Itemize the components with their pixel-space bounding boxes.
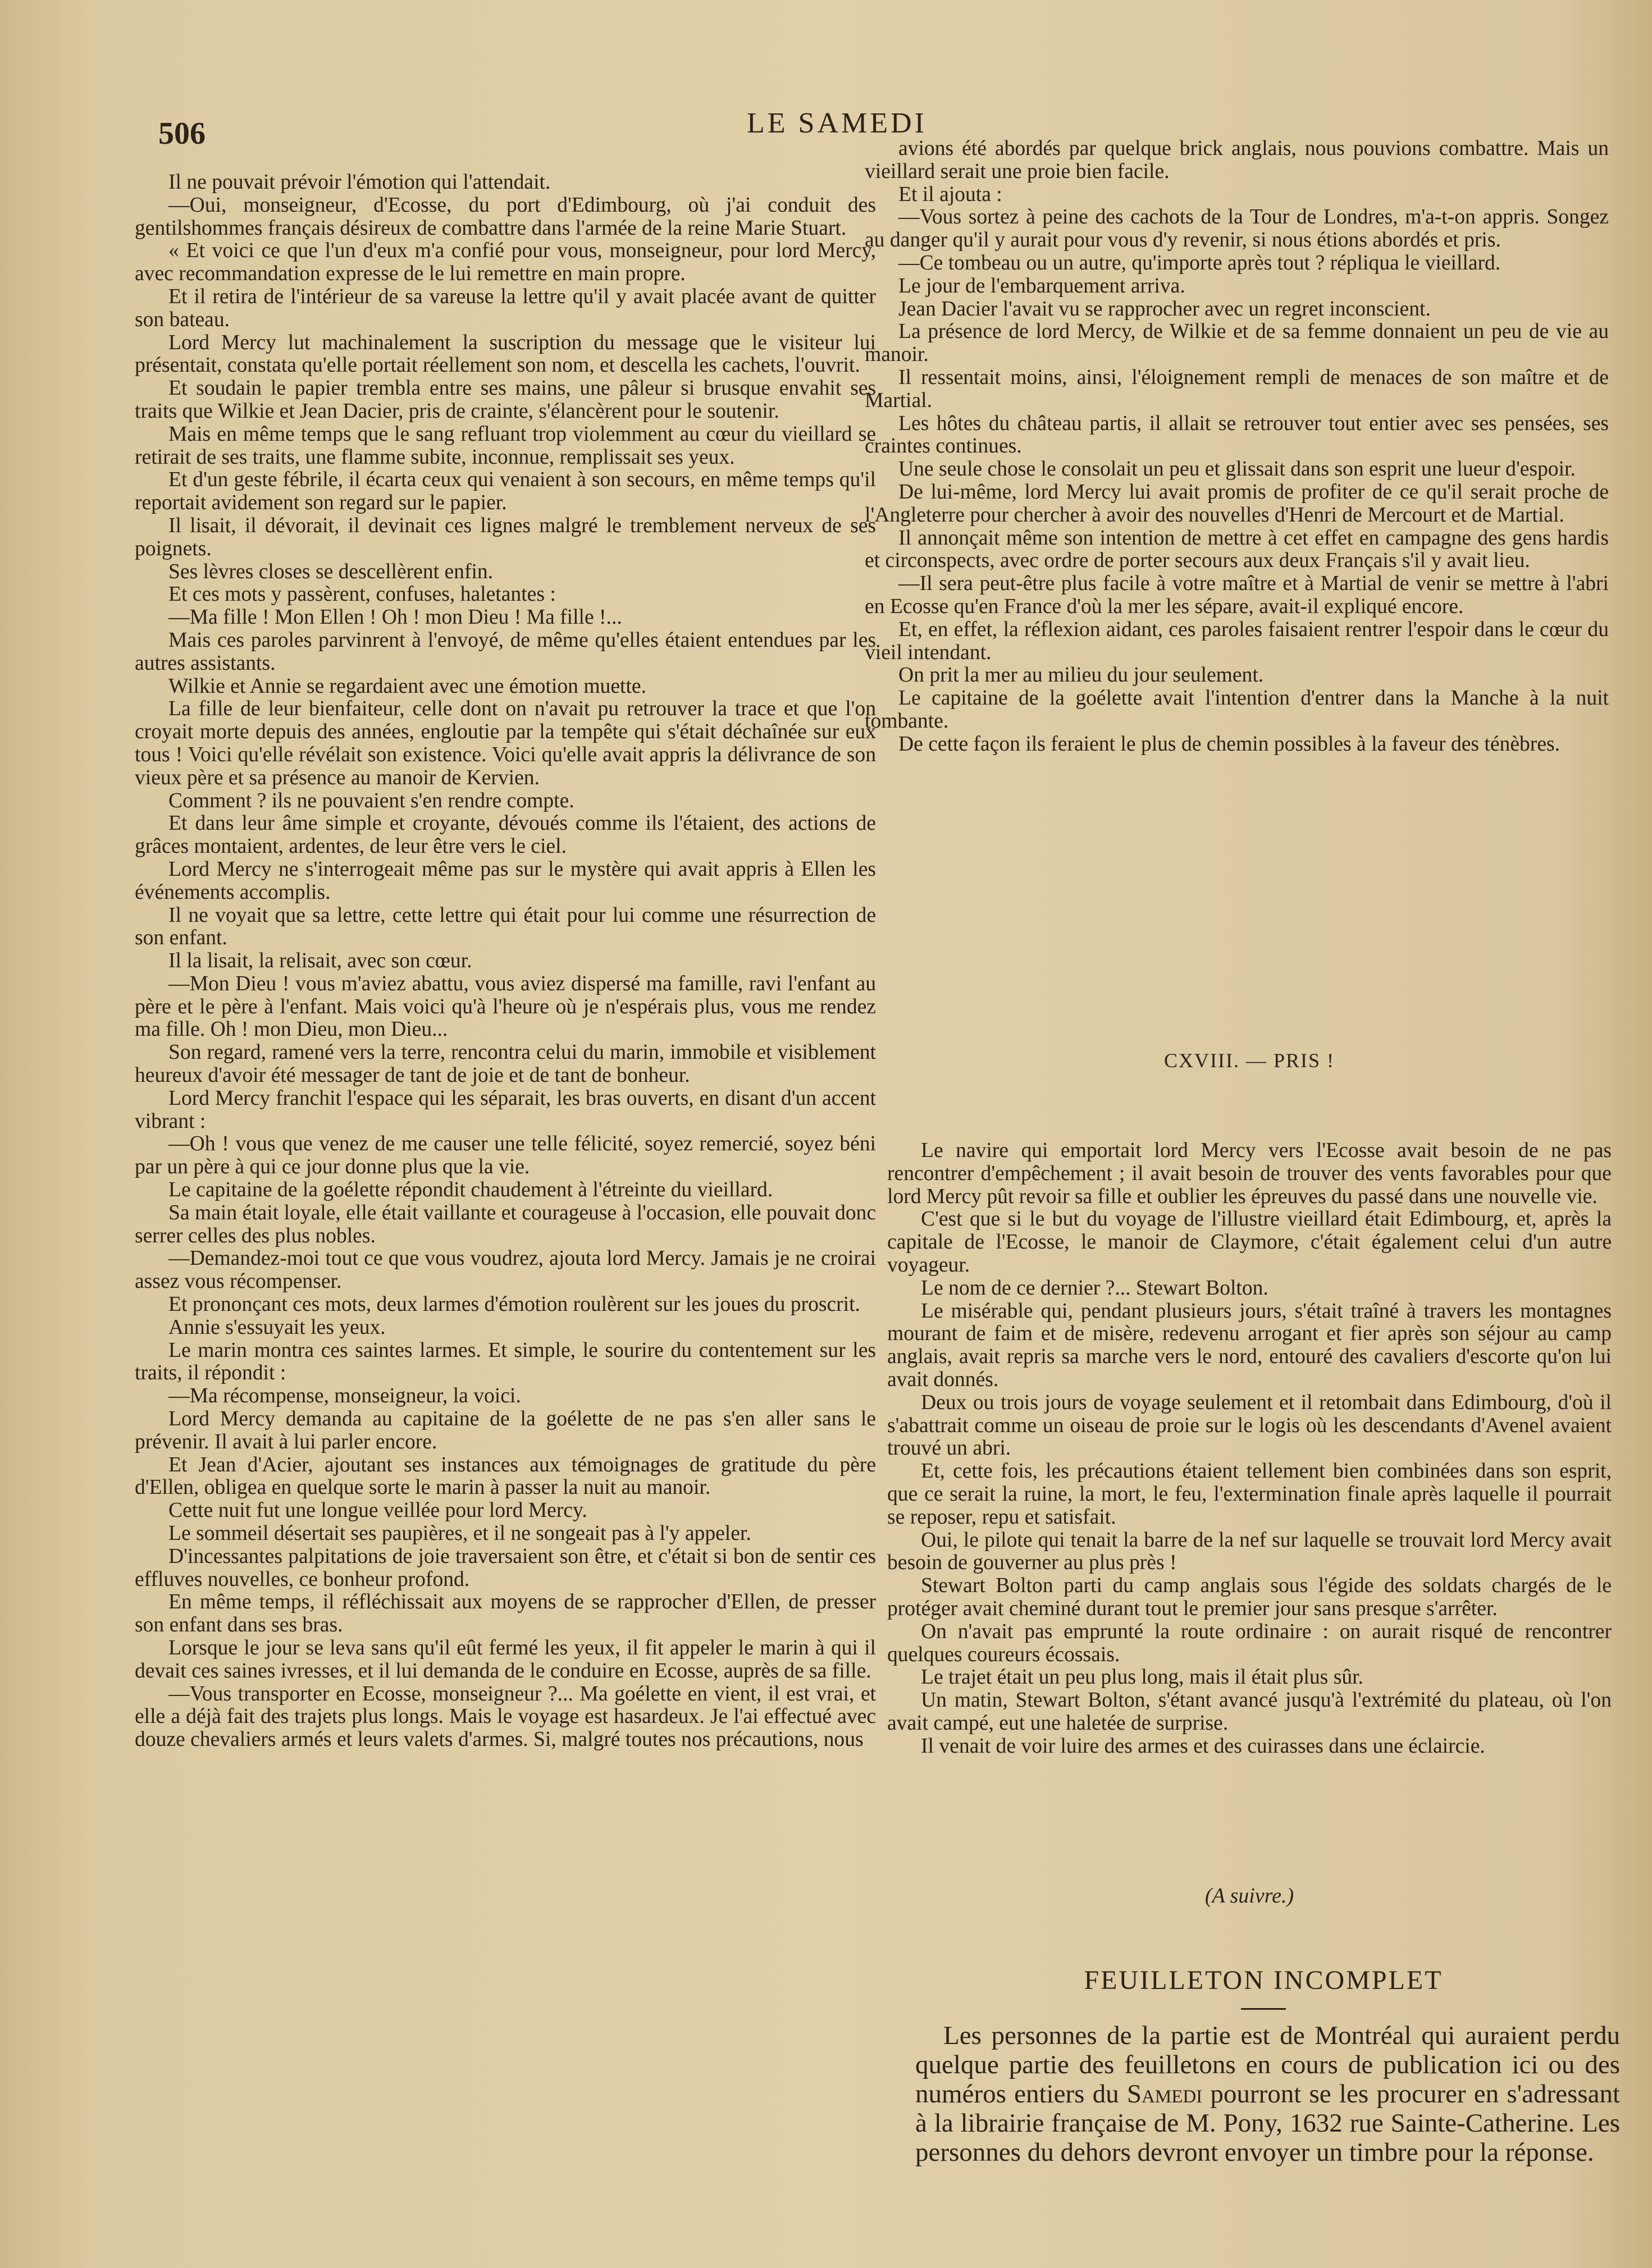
paragraph: Wilkie et Annie se regardaient avec une émotion muette. — [168, 674, 646, 698]
paragraph: D'incessantes palpitations de joie traversaient son être, et c'était si bon de sentir ces effluves nouvelles, ce bonheur profond. — [135, 1544, 876, 1591]
paragraph: Lorsque le jour se leva sans qu'il eût fermé les yeux, il fit appeler le marin à qui il devait ces saines ivresses, et il lui demanda de le conduire en Ecosse, auprès de sa fille. — [135, 1636, 876, 1682]
paragraph: Son regard, ramené vers la terre, rencontra celui du marin, immobile et visiblement heureux d'avoir été messager de tant de joie et de tant de bonheur. — [135, 1041, 876, 1087]
paragraph: Comment ? ils ne pouvaient s'en rendre compte. — [168, 789, 574, 812]
paragraph: —Vous transporter en Ecosse, monseigneur ?... Ma goélette en vient, il est vrai, et elle a déjà fait des trajets plus longs. Mais le voyage est hasardeux. Je l'ai effectué avec douze chevaliers armés et leurs valets d'armes. Si, malgré toutes nos précautions, nous — [135, 1682, 876, 1752]
paragraph: La fille de leur bienfaiteur, celle dont on n'avait pu retrouver la trace et que l'on croyait morte depuis des années, engloutie par la tempête qui s'était déchaînée sur eux tous ! Voici qu'elle révélait son existence. Voici qu'elle avait appris la délivrance de son vieux père et sa présence au manoir de Kervien. — [135, 697, 876, 789]
paragraph: Le misérable qui, pendant plusieurs jours, s'était traîné à travers les montagnes mourant de faim et de misère, redevenu arrogant et fier après son séjour au camp anglais, avait repris sa marche vers le nord, entouré des cavaliers d'escorte qu'on lui avait donnés. — [887, 1299, 1612, 1391]
paragraph: Et, en effet, la réflexion aidant, ces paroles faisaient rentrer l'espoir dans le cœur du vieil intendant. — [865, 618, 1609, 664]
right-column-bottom — [887, 1140, 1612, 1758]
notice-body — [915, 2021, 1620, 2167]
paragraph: —Ma récompense, monseigneur, la voici. — [168, 1384, 521, 1408]
paragraph: Il annonçait même son intention de mettre à cet effet en campagne des gens hardis et circonspects, avec ordre de porter secours aux deux Français s'il y avait lieu. — [865, 526, 1609, 573]
paragraph: On n'avait pas emprunté la route ordinaire : on aurait risqué de rencontrer quelques coureurs écossais. — [887, 1620, 1612, 1666]
paragraph: Il lisait, il dévorait, il devinait ces lignes malgré le tremblement nerveux de ses poignets. — [135, 514, 876, 560]
notice-paragraph — [915, 2021, 1620, 2167]
paragraph: Et il ajouta : — [898, 182, 1002, 206]
paragraph: On prit la mer au milieu du jour seulement. — [898, 664, 1264, 687]
paragraph: Oui, le pilote qui tenait la barre de la nef sur laquelle se trouvait lord Mercy avait besoin de gouverner au plus près ! — [887, 1528, 1612, 1575]
paragraph: Le nom de ce dernier ?... Stewart Bolton. — [921, 1276, 1268, 1300]
paragraph: Lord Mercy demanda au capitaine de la goélette de ne pas s'en aller sans le prévenir. Il avait à lui parler encore. — [135, 1407, 876, 1453]
paragraph: De lui-même, lord Mercy lui avait promis de profiter de ce qu'il serait proche de l'Angleterre pour chercher à avoir des nouvelles d'Henri de Mercourt et de Martial. — [865, 480, 1609, 527]
paragraph: Et d'un geste fébrile, il écarta ceux qui venaient à son secours, en même temps qu'il reportait avidement son regard sur le papier. — [135, 468, 876, 515]
paragraph: Cette nuit fut une longue veillée pour lord Mercy. — [168, 1499, 587, 1522]
paragraph: De cette façon ils feraient le plus de chemin possibles à la faveur des ténèbres. — [898, 732, 1560, 756]
publication-title: LE SAMEDI — [747, 107, 927, 139]
paragraph: Il la lisait, la relisait, avec son cœur. — [168, 949, 472, 973]
paragraph: Et, cette fois, les précautions étaient tellement bien combinées dans son esprit, que ce serait la ruine, la mort, le feu, l'extermination finale après laquelle il pourrait se reposer, repu et satisfait. — [887, 1460, 1612, 1529]
paragraph: Il ressentait moins, ainsi, l'éloignement rempli de menaces de son maître et de Martial. — [865, 365, 1609, 412]
to-be-continued: (A suivre.) — [1204, 1884, 1294, 1908]
paragraph: Une seule chose le consolait un peu et glissait dans son esprit une lueur d'espoir. — [898, 458, 1576, 481]
paragraph: Jean Dacier l'avait vu se rapprocher avec un regret inconscient. — [898, 297, 1431, 321]
paragraph: Il venait de voir luire des armes et des cuirasses dans une éclaircie. — [921, 1734, 1485, 1758]
paragraph: Mais ces paroles parvinrent à l'envoyé, de même qu'elles étaient entendues par les autres assistants. — [135, 628, 876, 675]
paragraph: Et il retira de l'intérieur de sa vareuse la lettre qu'il y avait placée avant de quitter son bateau. — [135, 285, 876, 331]
paragraph: Le sommeil désertait ses paupières, et il ne songeait pas à l'y appeler. — [168, 1522, 751, 1545]
paragraph: Lord Mercy ne s'interrogeait même pas sur le mystère qui avait appris à Ellen les événements accomplis. — [135, 857, 876, 904]
notice-publication-name: Samedi — [1126, 2079, 1203, 2109]
paragraph: Deux ou trois jours de voyage seulement et il retombait dans Edimbourg, d'où il s'abattrait comme un oiseau de proie sur le logis où les descendants d'Avenel avaient trouvé un abri. — [887, 1391, 1612, 1460]
paragraph: —Mon Dieu ! vous m'aviez abattu, vous aviez dispersé ma famille, ravi l'enfant au père et le père à l'enfant. Mais voici qu'à l'heure où je n'espérais plus, vous me rendez ma fille. Oh ! mon Dieu, mon Dieu... — [135, 972, 876, 1041]
paragraph: Et dans leur âme simple et croyante, dévoués comme ils l'étaient, des actions de grâces montaient, ardentes, de leur être vers le ciel. — [135, 812, 876, 858]
paragraph: Lord Mercy lut machinalement la suscription du message que le visiteur lui présentait, constata qu'elle portait réellement son nom, et descella les cachets, l'ouvrit. — [135, 331, 876, 377]
paragraph: Il ne pouvait prévoir l'émotion qui l'attendait. — [168, 171, 551, 194]
right-column-top — [865, 138, 1609, 756]
paragraph: Le capitaine de la goélette répondit chaudement à l'étreinte du vieillard. — [168, 1178, 773, 1202]
paragraph: —Oh ! vous que venez de me causer une telle félicité, soyez remercié, soyez béni par un père à qui ce jour donne plus que la vie. — [135, 1132, 876, 1179]
paragraph: —Oui, monseigneur, d'Ecosse, du port d'Edimbourg, où j'ai conduit des gentilshommes français désireux de combattre dans l'armée de la reine Marie Stuart. — [135, 193, 876, 240]
paragraph: Et prononçant ces mots, deux larmes d'émotion roulèrent sur les joues du proscrit. — [168, 1293, 860, 1316]
paragraph: Sa main était loyale, elle était vaillante et courageuse à l'occasion, elle pouvait donc serrer celles des plus nobles. — [135, 1201, 876, 1247]
paragraph: —Ce tombeau ou un autre, qu'importe après tout ? répliqua le vieillard. — [898, 251, 1501, 275]
paragraph: C'est que si le but du voyage de l'illustre vieillard était Edimbourg, et, après la capitale de l'Ecosse, le manoir de Claymore, c'était également celui d'un autre voyageur. — [887, 1208, 1612, 1277]
paragraph: avions été abordés par quelque brick anglais, nous pouvions combattre. Mais un vieillard serait une proie bien facile. — [865, 137, 1609, 183]
notice-heading: FEUILLETON INCOMPLET — [1084, 1965, 1443, 1995]
notice-divider — [1241, 2008, 1286, 2010]
notice-text-start: Les personnes de la partie est de Montréal qui auraient perdu quelque partie des feuilletons en cours de publication ici ou des numéros entiers du — [915, 2021, 1620, 2109]
paragraph: En même temps, il réfléchissait aux moyens de se rapprocher d'Ellen, de presser son enfant dans ses bras. — [135, 1590, 876, 1637]
paragraph: Un matin, Stewart Bolton, s'étant avancé jusqu'à l'extrémité du plateau, où l'on avait campé, eut une haletée de surprise. — [887, 1689, 1612, 1735]
chapter-title: CXVIII. — PRIS ! — [1163, 1049, 1335, 1072]
paragraph: —Demandez-moi tout ce que vous voudrez, ajouta lord Mercy. Jamais je ne croirai assez vous récompenser. — [135, 1247, 876, 1293]
paragraph: —Ma fille ! Mon Ellen ! Oh ! mon Dieu ! Ma fille !... — [168, 606, 622, 629]
left-column — [135, 171, 876, 1752]
notice-text-end: pourront se les procurer en s'adressant à la librairie française de M. Pony, 1632 rue Sainte-Catherine. Les personnes du dehors devront envoyer un timbre pour la réponse. — [915, 2079, 1621, 2167]
paragraph: Le navire qui emportait lord Mercy vers l'Ecosse avait besoin de ne pas rencontrer d'empêchement ; il avait besoin de trouver des vents favorables pour que lord Mercy pût revoir sa fille et oublier les épreuves du passé dans une nouvelle vie. — [887, 1139, 1612, 1208]
page-number: 506 — [158, 116, 206, 151]
paragraph: Le capitaine de la goélette avait l'intention d'entrer dans la Manche à la nuit tombante. — [865, 687, 1609, 733]
paragraph: Ses lèvres closes se descellèrent enfin. — [168, 560, 494, 583]
paragraph: Mais en même temps que le sang refluant trop violemment au cœur du vieillard se retirait de ses traits, une flamme subite, inconnue, remplissait ses yeux. — [135, 422, 876, 469]
paragraph: Les hôtes du château partis, il allait se retrouver tout entier avec ses pensées, ses craintes continues. — [865, 411, 1609, 458]
paragraph: Il ne voyait que sa lettre, cette lettre qui était pour lui comme une résurrection de son enfant. — [135, 903, 876, 950]
paragraph: Et Jean d'Acier, ajoutant ses instances aux témoignages de gratitude du père d'Ellen, obligea en quelque sorte le marin à passer la nuit au manoir. — [135, 1453, 876, 1499]
paragraph: Et soudain le papier trembla entre ses mains, une pâleur si brusque envahit ses traits que Wilkie et Jean Dacier, pris de crainte, s'élancèrent pour le soutenir. — [135, 377, 876, 423]
paragraph: —Vous sortez à peine des cachots de la Tour de Londres, m'a-t-on appris. Songez au danger qu'il y aurait pour vous d'y revenir, si nous étions abordés et pris. — [865, 205, 1609, 252]
paragraph: La présence de lord Mercy, de Wilkie et de sa femme donnaient un peu de vie au manoir. — [865, 320, 1609, 367]
paragraph: Et ces mots y passèrent, confuses, haletantes : — [168, 583, 556, 606]
paragraph: —Il sera peut-être plus facile à votre maître et à Martial de venir se mettre à l'abri en Ecosse qu'en France d'où la mer les sépare, avait-il expliqué encore. — [865, 572, 1609, 618]
paragraph: Le trajet était un peu plus long, mais il était plus sûr. — [921, 1666, 1363, 1689]
paragraph: « Et voici ce que l'un d'eux m'a confié pour vous, monseigneur, pour lord Mercy, avec recommandation expresse de le lui remettre en main propre. — [135, 239, 876, 286]
paragraph: Stewart Bolton parti du camp anglais sous l'égide des soldats chargés de le protéger avait cheminé durant tout le premier jour sans presque s'arrêter. — [887, 1574, 1612, 1620]
paragraph: Le jour de l'embarquement arriva. — [898, 274, 1185, 298]
paragraph: Lord Mercy franchit l'espace qui les séparait, les bras ouverts, en disant d'un accent vibrant : — [135, 1086, 876, 1133]
paragraph: Le marin montra ces saintes larmes. Et simple, le sourire du contentement sur les traits, il répondit : — [135, 1338, 876, 1385]
paragraph: Annie s'essuyait les yeux. — [168, 1315, 386, 1339]
